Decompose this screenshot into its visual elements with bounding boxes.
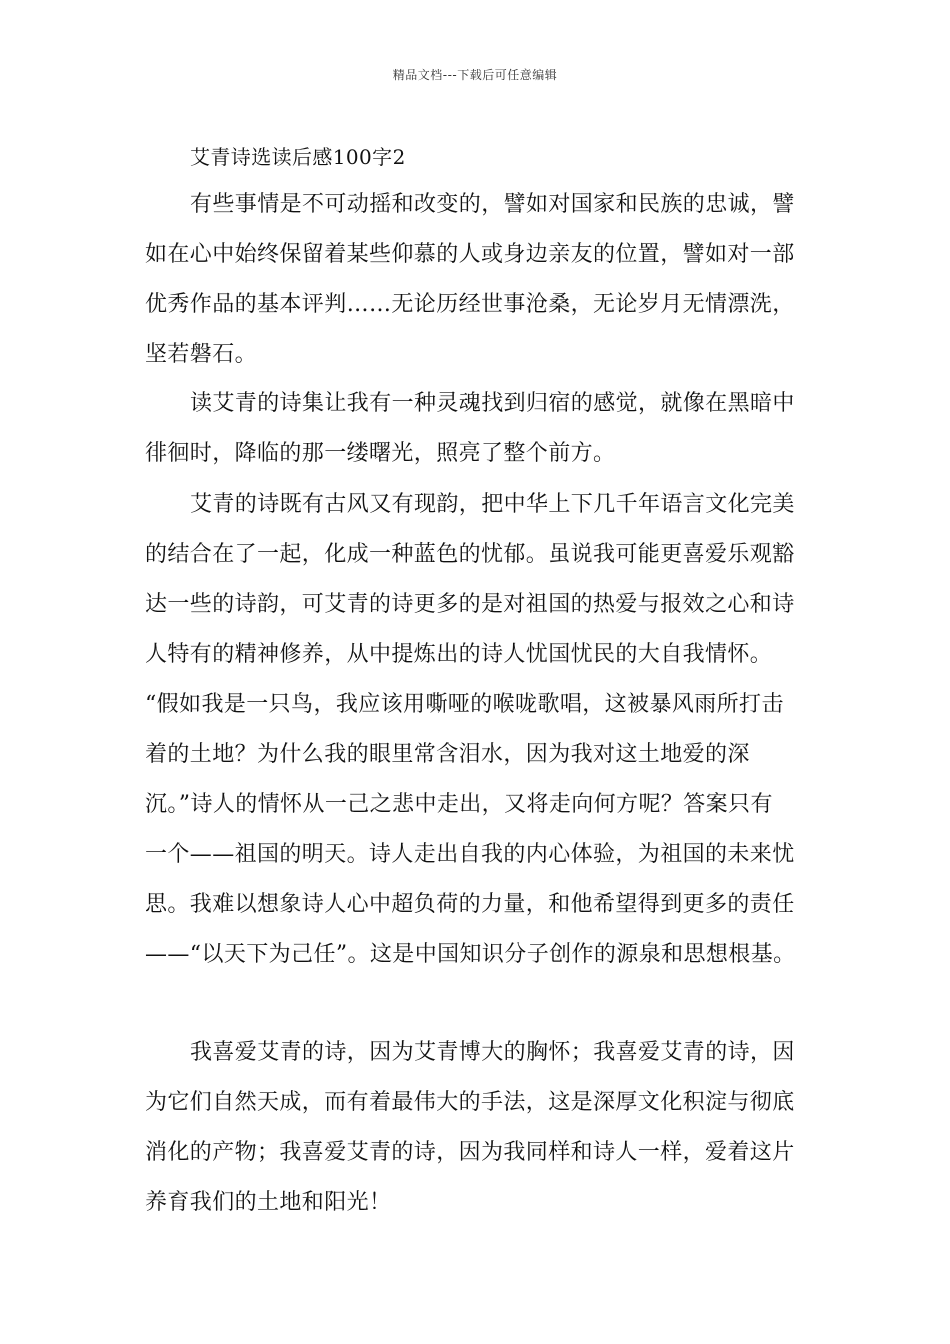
paragraph-line: ——“以天下为己任”。这是中国知识分子创作的源泉和思想根基。 [145,942,796,967]
paragraph-line: 的结合在了一起，化成一种蓝色的忧郁。虽说我可能更喜爱乐观豁 [145,542,795,567]
paragraph-line: 沉。”诗人的情怀从一己之悲中走出，又将走向何方呢？答案只有 [145,792,773,817]
paragraph-line: 养育我们的土地和阳光！ [145,1190,392,1215]
paragraph-line: 一个——祖国的明天。诗人走出自我的内心体验，为祖国的未来忧 [145,842,795,867]
paragraph-line: 为它们自然天成，而有着最伟大的手法，这是深厚文化积淀与彻底 [145,1090,795,1115]
paragraph-line: 优秀作品的基本评判……无论历经世事沧桑，无论岁月无情漂洗， [145,292,795,317]
paragraph-line: “假如我是一只鸟，我应该用嘶哑的喉咙歌唱，这被暴风雨所打击 [145,692,784,717]
paragraph-line: 有些事情是不可动摇和改变的，譬如对国家和民族的忠诚，譬 [190,192,795,217]
page-header: 精品文档---下载后可任意编辑 [392,68,558,82]
paragraph-line: 达一些的诗韵，可艾青的诗更多的是对祖国的热爱与报效之心和诗 [145,592,795,617]
paragraph-line: 读艾青的诗集让我有一种灵魂找到归宿的感觉，就像在黑暗中 [190,391,795,416]
paragraph-line: 着的土地？为什么我的眼里常含泪水，因为我对这土地爱的深 [145,742,750,767]
paragraph-line: 思。我难以想象诗人心中超负荷的力量，和他希望得到更多的责任 [145,892,795,917]
paragraph-line: 如在心中始终保留着某些仰慕的人或身边亲友的位置，譬如对一部 [145,242,795,267]
paragraph-line: 我喜爱艾青的诗，因为艾青博大的胸怀；我喜爱艾青的诗，因 [190,1040,795,1065]
paragraph-line: 艾青的诗既有古风又有现韵，把中华上下几千年语言文化完美 [190,492,795,517]
paragraph-line: 徘徊时，降临的那一缕曙光，照亮了整个前方。 [145,441,616,466]
paragraph-line: 坚若磐石。 [145,342,258,367]
document-title: 艾青诗选读后感100字2 [190,145,406,169]
paragraph-line: 人特有的精神修养，从中提炼出的诗人忧国忧民的大自我情怀。 [145,642,773,667]
paragraph-line: 消化的产物；我喜爱艾青的诗，因为我同样和诗人一样，爱着这片 [145,1140,795,1165]
